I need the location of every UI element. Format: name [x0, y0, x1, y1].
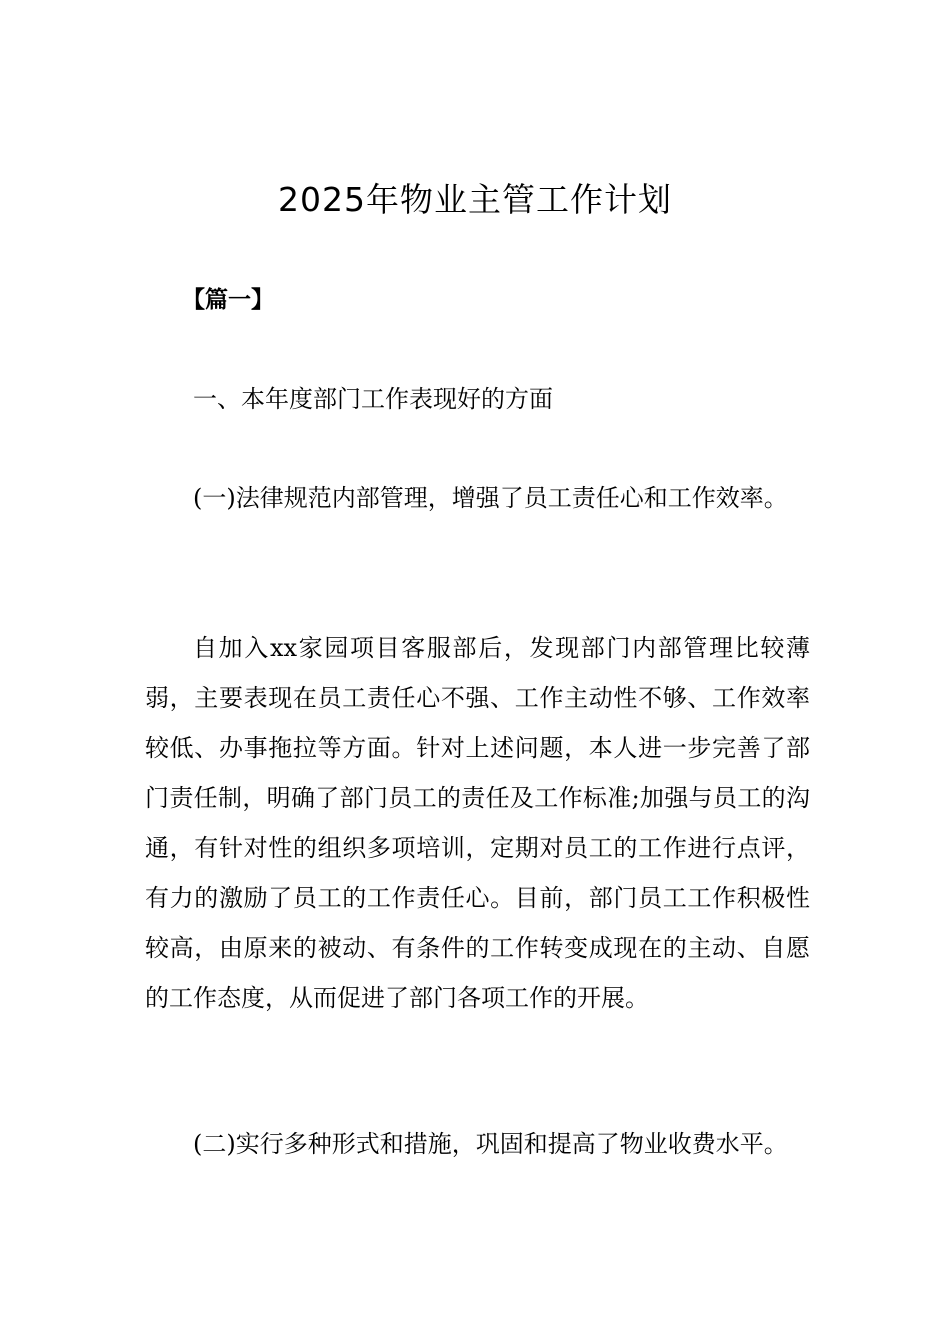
body-paragraph: 自加入xx家园项目客服部后，发现部门内部管理比较薄弱，主要表现在员工责任心不强、工作主动性不够、工作效率较低、办事拖拉等方面。针对上述问题，本人进一步完善了部门责任制，明确了部门员工的责任及工作标准;加强与员工的沟通，有针对性的组织多项培训，定期对员工的工作进行点评，有力的激励了员工的工作责任心。目前，部门员工工作积极性较高，由原来的被动、有条件的工作转变成现在的主动、自愿的工作态度，从而促进了部门各项工作的开展。 — [145, 634, 810, 1012]
section-tag: 【篇一】 — [182, 287, 274, 313]
subheading-2: (二)实行多种形式和措施，巩固和提高了物业收费水平。 — [193, 1130, 788, 1158]
document-title: 2025年物业主管工作计划 — [278, 180, 672, 219]
section-heading: 一、本年度部门工作表现好的方面 — [193, 385, 553, 413]
subheading-1: (一)法律规范内部管理，增强了员工责任心和工作效率。 — [193, 484, 788, 512]
